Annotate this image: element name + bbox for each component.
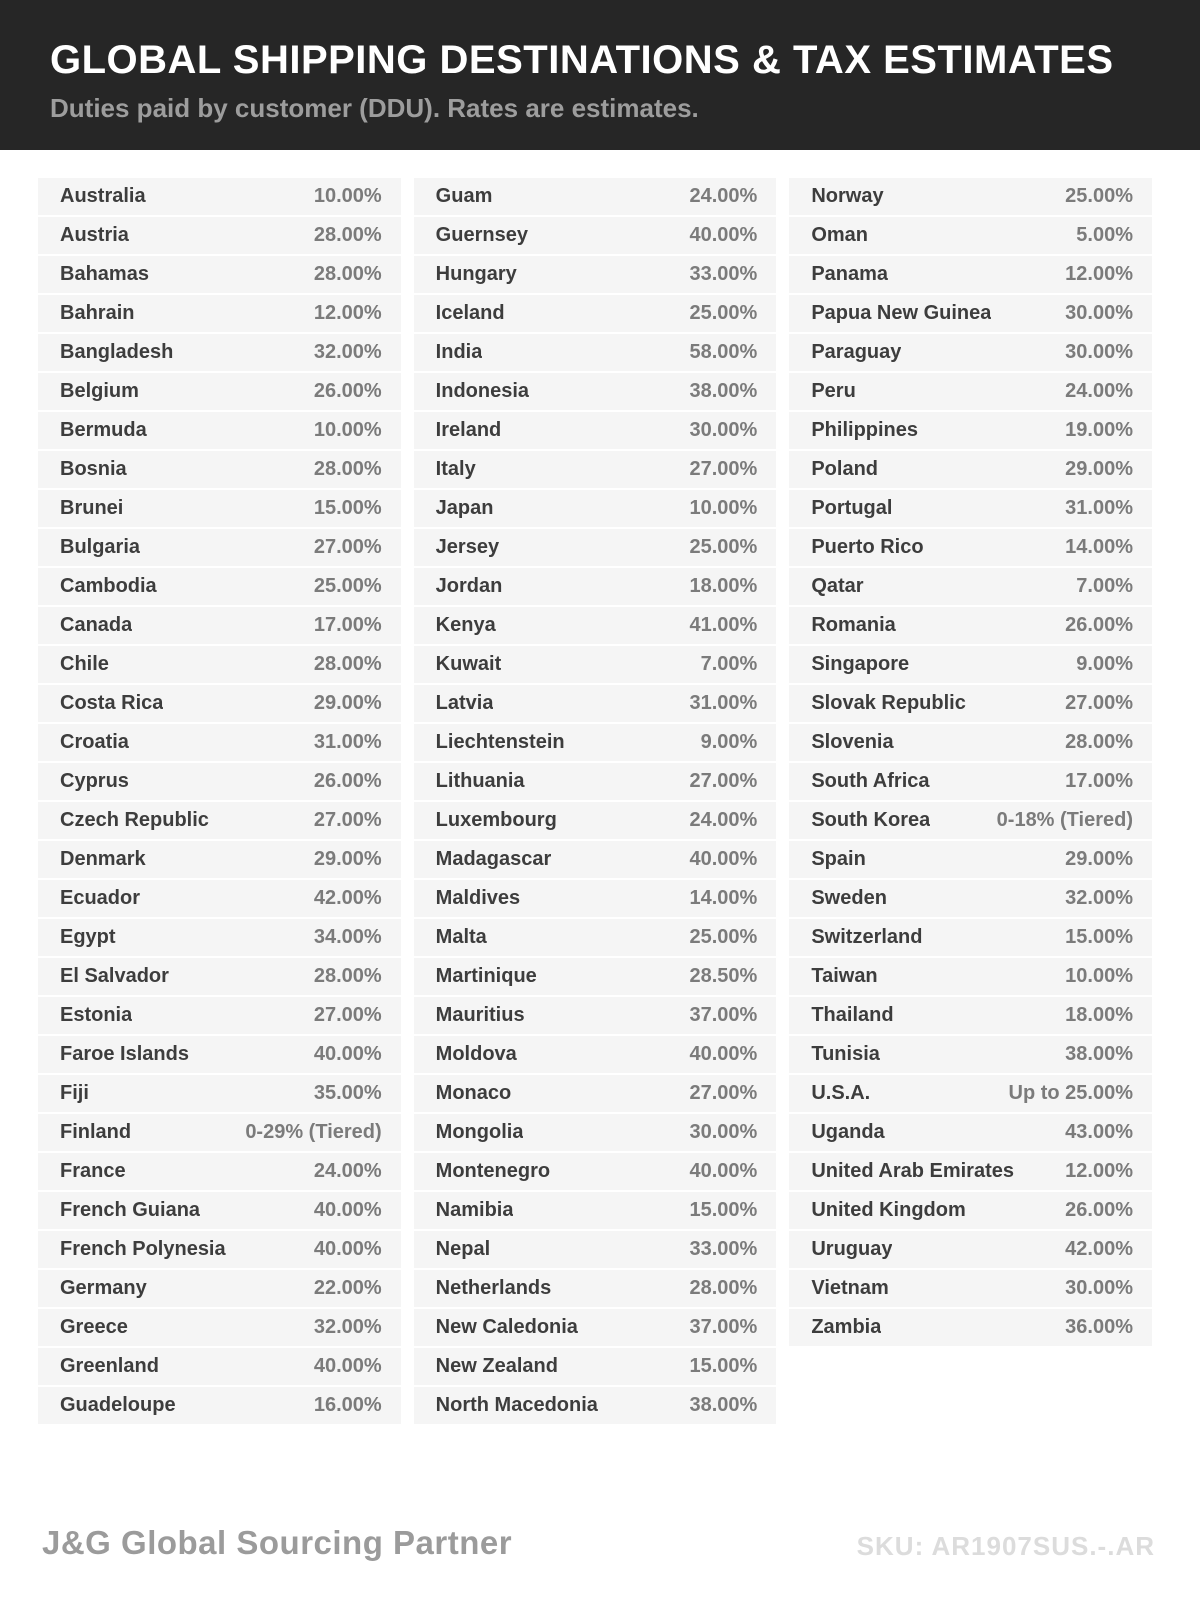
tax-rate: 24.00%	[313, 1160, 382, 1182]
country-name: Spain	[811, 848, 866, 870]
country-name: Uganda	[811, 1121, 885, 1143]
country-name: New Zealand	[435, 1355, 558, 1377]
tax-rate: 30.00%	[1065, 302, 1134, 324]
country-name: United Arab Emirates	[811, 1160, 1014, 1182]
tax-rate: 16.00%	[313, 1394, 382, 1416]
country-name: Slovak Republic	[811, 692, 966, 714]
country-name: Montenegro	[435, 1160, 551, 1182]
tax-rate: 27.00%	[313, 809, 382, 831]
country-name: South Africa	[811, 770, 930, 792]
table-row	[789, 1153, 1152, 1190]
tax-rate: 24.00%	[689, 809, 758, 831]
table-row	[789, 880, 1152, 917]
tax-rate: 40.00%	[313, 1043, 382, 1065]
country-name: Denmark	[60, 848, 146, 870]
tax-rate: 35.00%	[313, 1082, 382, 1104]
tax-rate: 12.00%	[1065, 263, 1134, 285]
tax-rate: 7.00%	[1076, 575, 1134, 597]
tax-rate: 30.00%	[1065, 1277, 1134, 1299]
tax-rate: 27.00%	[313, 536, 382, 558]
tax-rate: 25.00%	[689, 536, 758, 558]
table-row	[414, 1114, 777, 1151]
country-name: Guadeloupe	[60, 1394, 176, 1416]
country-name: Faroe Islands	[60, 1043, 189, 1065]
table-row	[414, 841, 777, 878]
tax-rate: 42.00%	[1065, 1238, 1134, 1260]
country-name: Norway	[811, 185, 884, 207]
country-name: Sweden	[811, 887, 887, 909]
footer	[0, 1524, 1200, 1600]
tax-rate: 9.00%	[1076, 653, 1134, 675]
table-row	[789, 1270, 1152, 1307]
country-name: Liechtenstein	[435, 731, 565, 753]
tax-rate: 34.00%	[313, 926, 382, 948]
country-name: Bulgaria	[60, 536, 141, 558]
table-row	[38, 568, 401, 605]
table-row	[414, 1036, 777, 1073]
table-row	[414, 217, 777, 254]
table-row	[38, 1309, 401, 1346]
country-name: New Caledonia	[435, 1316, 578, 1338]
tax-rate: 36.00%	[1065, 1316, 1134, 1338]
country-name: Chile	[60, 653, 109, 675]
country-name: Guam	[435, 185, 493, 207]
table-row	[789, 295, 1152, 332]
tax-rate: 40.00%	[689, 848, 758, 870]
country-name: Martinique	[435, 965, 537, 987]
tax-rate: 33.00%	[689, 1238, 758, 1260]
table-row	[789, 1192, 1152, 1229]
table-row	[789, 685, 1152, 722]
rates-table	[0, 150, 1200, 1426]
table-row	[414, 1153, 777, 1190]
country-name: Poland	[811, 458, 879, 480]
tax-rate: 14.00%	[1065, 536, 1134, 558]
country-name: Madagascar	[435, 848, 552, 870]
table-row	[789, 1231, 1152, 1268]
table-row	[414, 1270, 777, 1307]
country-name: Kuwait	[435, 653, 502, 675]
country-name: Vietnam	[811, 1277, 889, 1299]
tax-rate: 40.00%	[313, 1199, 382, 1221]
tax-rate: 27.00%	[689, 458, 758, 480]
tax-rate: 32.00%	[1065, 887, 1134, 909]
table-row	[789, 763, 1152, 800]
country-name: Moldova	[435, 1043, 517, 1065]
country-name: Czech Republic	[60, 809, 209, 831]
tax-rate: 37.00%	[689, 1004, 758, 1026]
country-name: Brunei	[60, 497, 124, 519]
tax-rate: 12.00%	[1065, 1160, 1134, 1182]
table-row	[38, 451, 401, 488]
table-row	[789, 607, 1152, 644]
country-name: Oman	[811, 224, 869, 246]
country-name: Monaco	[435, 1082, 512, 1104]
table-row	[414, 685, 777, 722]
header-banner	[0, 0, 1200, 150]
table-row	[38, 373, 401, 410]
table-row	[414, 1387, 777, 1424]
table-row	[414, 256, 777, 293]
tax-rate: 15.00%	[689, 1355, 758, 1377]
table-row	[38, 529, 401, 566]
country-name: Finland	[60, 1121, 132, 1143]
country-name: Maldives	[435, 887, 521, 909]
country-name: Kenya	[435, 614, 496, 636]
table-row	[414, 607, 777, 644]
table-row	[789, 217, 1152, 254]
country-name: Puerto Rico	[811, 536, 924, 558]
country-name: Hungary	[435, 263, 517, 285]
table-row	[789, 568, 1152, 605]
table-row	[38, 412, 401, 449]
tax-rate: 29.00%	[1065, 458, 1134, 480]
tax-rate: 31.00%	[1065, 497, 1134, 519]
country-name: Philippines	[811, 419, 919, 441]
brand-name: J&G Global Sourcing Partner	[42, 1524, 513, 1561]
tax-rate: 28.00%	[313, 653, 382, 675]
table-row	[38, 256, 401, 293]
page-title: GLOBAL SHIPPING DESTINATIONS & TAX ESTIMATES	[50, 38, 1114, 82]
table-row	[414, 919, 777, 956]
tax-rate: 25.00%	[689, 926, 758, 948]
country-name: Romania	[811, 614, 896, 636]
table-row	[38, 763, 401, 800]
tax-rate: 28.00%	[313, 965, 382, 987]
country-name: Egypt	[60, 926, 116, 948]
table-row	[414, 1192, 777, 1229]
rates-column-2	[414, 178, 777, 1426]
tax-rate: 15.00%	[1065, 926, 1134, 948]
country-name: France	[60, 1160, 126, 1182]
tax-rate: 28.00%	[313, 458, 382, 480]
country-name: Switzerland	[811, 926, 923, 948]
tax-rate: 58.00%	[689, 341, 758, 363]
tax-rate: 40.00%	[689, 1160, 758, 1182]
table-row	[414, 295, 777, 332]
tax-rate: 12.00%	[313, 302, 382, 324]
country-name: Bahamas	[60, 263, 149, 285]
table-row	[38, 1114, 401, 1151]
tax-rate: 41.00%	[689, 614, 758, 636]
table-row	[38, 490, 401, 527]
table-row	[38, 1036, 401, 1073]
table-row	[38, 295, 401, 332]
tax-rate: 38.00%	[689, 1394, 758, 1416]
table-row	[789, 802, 1152, 839]
country-name: Paraguay	[811, 341, 902, 363]
table-row	[414, 529, 777, 566]
country-name: Lithuania	[435, 770, 525, 792]
table-row	[414, 451, 777, 488]
tax-rate: 0-18% (Tiered)	[996, 809, 1134, 831]
tax-rate: 40.00%	[313, 1355, 382, 1377]
table-row	[414, 958, 777, 995]
country-name: India	[435, 341, 483, 363]
country-name: Bangladesh	[60, 341, 174, 363]
tax-rate: 5.00%	[1076, 224, 1134, 246]
country-name: Zambia	[811, 1316, 882, 1338]
table-row	[789, 646, 1152, 683]
table-row	[38, 178, 401, 215]
table-row	[789, 1309, 1152, 1346]
tax-rate: 31.00%	[689, 692, 758, 714]
tax-rate: 38.00%	[689, 380, 758, 402]
table-row	[789, 412, 1152, 449]
country-name: Cambodia	[60, 575, 157, 597]
table-row	[38, 880, 401, 917]
table-row	[414, 997, 777, 1034]
table-row	[38, 646, 401, 683]
table-row	[789, 490, 1152, 527]
tax-rate: 28.00%	[1065, 731, 1134, 753]
tax-rate: 10.00%	[1065, 965, 1134, 987]
table-row	[789, 529, 1152, 566]
table-row	[38, 1192, 401, 1229]
tax-rate: 28.00%	[313, 224, 382, 246]
country-name: Australia	[60, 185, 146, 207]
tax-rate: 26.00%	[1065, 614, 1134, 636]
country-name: Mongolia	[435, 1121, 524, 1143]
table-row	[414, 724, 777, 761]
table-row	[414, 568, 777, 605]
country-name: French Polynesia	[60, 1238, 226, 1260]
table-row	[38, 1387, 401, 1424]
tax-rate: 17.00%	[1065, 770, 1134, 792]
country-name: Ireland	[435, 419, 502, 441]
tax-rate: 27.00%	[1065, 692, 1134, 714]
country-name: South Korea	[811, 809, 931, 831]
tax-rate: 25.00%	[689, 302, 758, 324]
table-row	[414, 646, 777, 683]
tax-rate: 40.00%	[689, 224, 758, 246]
page-subtitle: Duties paid by customer (DDU). Rates are estimates.	[50, 93, 699, 123]
table-row	[38, 334, 401, 371]
country-name: French Guiana	[60, 1199, 201, 1221]
country-name: U.S.A.	[811, 1082, 871, 1104]
country-name: Greenland	[60, 1355, 159, 1377]
tax-rate: 18.00%	[689, 575, 758, 597]
table-row	[414, 880, 777, 917]
country-name: Japan	[435, 497, 494, 519]
table-row	[789, 334, 1152, 371]
tax-rate: 25.00%	[313, 575, 382, 597]
country-name: Papua New Guinea	[811, 302, 992, 324]
tax-rate: 40.00%	[313, 1238, 382, 1260]
tax-rate: 25.00%	[1065, 185, 1134, 207]
table-row	[38, 1270, 401, 1307]
tax-rate: 9.00%	[700, 731, 758, 753]
tax-rate: 28.50%	[689, 965, 758, 987]
country-name: Guernsey	[435, 224, 528, 246]
tax-rate: 15.00%	[689, 1199, 758, 1221]
country-name: Fiji	[60, 1082, 89, 1104]
table-row	[38, 997, 401, 1034]
tax-rate: 26.00%	[1065, 1199, 1134, 1221]
table-row	[414, 412, 777, 449]
table-row	[789, 997, 1152, 1034]
table-row	[414, 490, 777, 527]
tax-rate: 26.00%	[313, 380, 382, 402]
tax-rate: 29.00%	[313, 692, 382, 714]
country-name: Belgium	[60, 380, 139, 402]
tax-rate: 22.00%	[313, 1277, 382, 1299]
table-row	[414, 1231, 777, 1268]
country-name: Croatia	[60, 731, 129, 753]
country-name: Portugal	[811, 497, 893, 519]
tax-rate: 29.00%	[1065, 848, 1134, 870]
table-row	[38, 919, 401, 956]
table-row	[414, 1348, 777, 1385]
country-name: Singapore	[811, 653, 910, 675]
tax-rate: 43.00%	[1065, 1121, 1134, 1143]
country-name: Indonesia	[435, 380, 530, 402]
table-row	[38, 685, 401, 722]
tax-rate: 14.00%	[689, 887, 758, 909]
tax-rate: 19.00%	[1065, 419, 1134, 441]
table-row	[38, 958, 401, 995]
tax-rate: 28.00%	[689, 1277, 758, 1299]
sku-label: SKU: AR1907SUS.-.AR	[856, 1531, 1155, 1561]
country-name: Italy	[435, 458, 476, 480]
table-row	[38, 841, 401, 878]
table-row	[38, 607, 401, 644]
country-name: Thailand	[811, 1004, 894, 1026]
country-name: Tunisia	[811, 1043, 880, 1065]
tax-rate: 7.00%	[700, 653, 758, 675]
tax-rate: 42.00%	[313, 887, 382, 909]
table-row	[414, 763, 777, 800]
country-name: Bermuda	[60, 419, 147, 441]
tax-rate: 32.00%	[313, 341, 382, 363]
tax-rate: 15.00%	[313, 497, 382, 519]
tax-rate: 30.00%	[689, 419, 758, 441]
tax-rate: 40.00%	[689, 1043, 758, 1065]
table-row	[38, 802, 401, 839]
country-name: Uruguay	[811, 1238, 893, 1260]
country-name: Luxembourg	[435, 809, 557, 831]
country-name: North Macedonia	[435, 1394, 598, 1416]
table-row	[789, 1036, 1152, 1073]
table-row	[414, 1075, 777, 1112]
tax-rate: 17.00%	[313, 614, 382, 636]
tax-rate: 24.00%	[1065, 380, 1134, 402]
rates-column-1	[38, 178, 401, 1426]
table-row	[789, 919, 1152, 956]
rates-column-3	[789, 178, 1152, 1348]
table-row	[414, 802, 777, 839]
table-row	[38, 1348, 401, 1385]
tax-rate: 38.00%	[1065, 1043, 1134, 1065]
tax-rate: 30.00%	[1065, 341, 1134, 363]
table-row	[789, 724, 1152, 761]
country-name: United Kingdom	[811, 1199, 966, 1221]
tax-rate: 27.00%	[313, 1004, 382, 1026]
tax-rate: 32.00%	[313, 1316, 382, 1338]
country-name: Namibia	[435, 1199, 514, 1221]
country-name: Nepal	[435, 1238, 491, 1260]
tax-rate: 37.00%	[689, 1316, 758, 1338]
table-row	[38, 217, 401, 254]
country-name: Ecuador	[60, 887, 141, 909]
table-row	[789, 256, 1152, 293]
table-row	[38, 1075, 401, 1112]
country-name: Austria	[60, 224, 129, 246]
tax-rate: 27.00%	[689, 1082, 758, 1104]
country-name: Slovenia	[811, 731, 894, 753]
country-name: Malta	[435, 926, 487, 948]
country-name: Taiwan	[811, 965, 878, 987]
table-row	[414, 178, 777, 215]
tax-rate: 27.00%	[689, 770, 758, 792]
country-name: Panama	[811, 263, 889, 285]
table-row	[414, 373, 777, 410]
table-row	[38, 1153, 401, 1190]
tax-rate: Up to 25.00%	[1008, 1082, 1134, 1104]
tax-rate: 28.00%	[313, 263, 382, 285]
table-row	[789, 1114, 1152, 1151]
tax-rate: 26.00%	[313, 770, 382, 792]
tax-rate: 10.00%	[313, 185, 382, 207]
country-name: Latvia	[435, 692, 494, 714]
country-name: El Salvador	[60, 965, 169, 987]
tax-rate: 29.00%	[313, 848, 382, 870]
country-name: Netherlands	[435, 1277, 552, 1299]
tax-rate: 0-29% (Tiered)	[245, 1121, 382, 1143]
country-name: Canada	[60, 614, 133, 636]
country-name: Bosnia	[60, 458, 127, 480]
country-name: Bahrain	[60, 302, 135, 324]
tax-rate: 33.00%	[689, 263, 758, 285]
table-row	[38, 724, 401, 761]
country-name: Cyprus	[60, 770, 129, 792]
table-row	[414, 334, 777, 371]
tax-rate: 24.00%	[689, 185, 758, 207]
country-name: Peru	[811, 380, 856, 402]
table-row	[789, 1075, 1152, 1112]
tax-rate: 30.00%	[689, 1121, 758, 1143]
tax-rate: 10.00%	[313, 419, 382, 441]
country-name: Costa Rica	[60, 692, 164, 714]
table-row	[789, 373, 1152, 410]
country-name: Jordan	[435, 575, 503, 597]
table-row	[38, 1231, 401, 1268]
tax-rate: 31.00%	[313, 731, 382, 753]
country-name: Jersey	[435, 536, 500, 558]
country-name: Mauritius	[435, 1004, 525, 1026]
country-name: Greece	[60, 1316, 128, 1338]
table-row	[789, 841, 1152, 878]
table-row	[414, 1309, 777, 1346]
tax-rate: 10.00%	[689, 497, 758, 519]
tax-rate: 18.00%	[1065, 1004, 1134, 1026]
table-row	[789, 178, 1152, 215]
country-name: Qatar	[811, 575, 864, 597]
table-row	[789, 451, 1152, 488]
country-name: Iceland	[435, 302, 505, 324]
table-row	[789, 958, 1152, 995]
country-name: Estonia	[60, 1004, 133, 1026]
country-name: Germany	[60, 1277, 147, 1299]
